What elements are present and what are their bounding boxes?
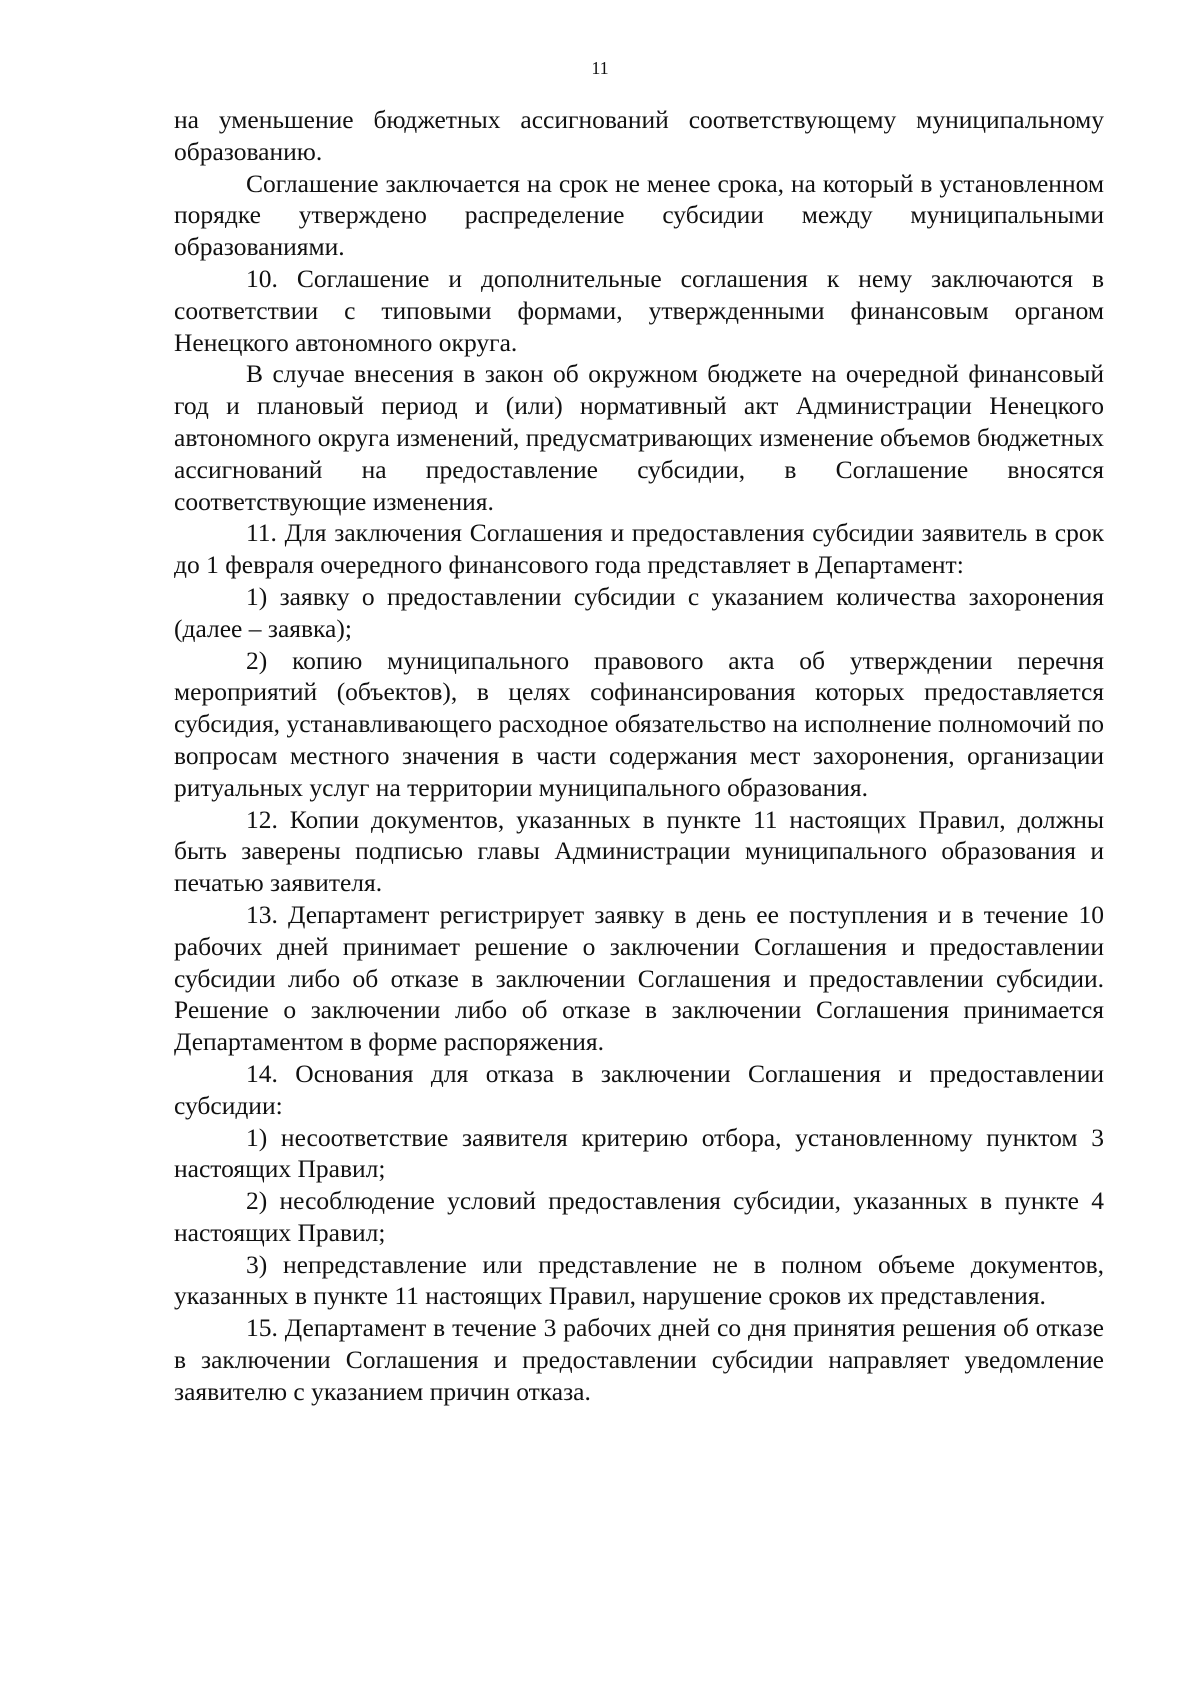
document-body [174, 104, 1104, 1408]
paragraph-10: 10. Соглашение и дополнительные соглашения к нему заключаются в соответствии с типовыми формами, утвержденными финансовым органом Ненецкого автономного округа. [174, 263, 1104, 357]
paragraph-12: 12. Копии документов, указанных в пункте 11 настоящих Правил, должны быть заверены подписью главы Администрации муниципального образования и печатью заявителя. [174, 804, 1104, 898]
paragraph-14-item-2: 2) несоблюдение условий предоставления субсидии, указанных в пункте 4 настоящих Правил; [174, 1186, 1104, 1247]
paragraph-11-item-1: 1) заявку о предоставлении субсидии с указанием количества захоронения (далее – заявка); [174, 581, 1104, 643]
paragraph-15: 15. Департамент в течение 3 рабочих дней со дня принятия решения об отказе в заключении Соглашения и предоставлении субсидии направляет уведомление заявителю с указанием причин отказа. [174, 1313, 1104, 1406]
paragraph-14: 14. Основания для отказа в заключении Соглашения и предоставлении субсидии: [174, 1058, 1104, 1120]
paragraph-agreement-term: Соглашение заключается на срок не менее срока, на который в установленном порядке утверждено распределение субсидии между муниципальными образованиями. [174, 168, 1104, 262]
paragraph-13: 13. Департамент регистрирует заявку в день ее поступления и в течение 10 рабочих дней принимает решение о заключении Соглашения и предоставлении субсидии либо об отказе в заключении Соглашения и предоставлении субсидии. Решение о заключении либо об отказе в заключении Соглашения принимается Департаментом в форме распоряжения. [174, 899, 1104, 1057]
paragraph-11: 11. Для заключения Соглашения и предоставления субсидии заявитель в срок до 1 февраля очередного финансового года представляет в Департамент: [174, 518, 1104, 580]
paragraph-continuation: на уменьшение бюджетных ассигнований соответствующему муниципальному образованию. [174, 105, 1104, 166]
paragraph-10-changes: В случае внесения в закон об окружном бюджете на очередной финансовый год и плановый период и (или) нормативный акт Администрации Ненецкого автономного округа изменений, предусматривающих изменение объемов бюджетных ассигнований на предоставление субсидии, в Соглашение вносятся соответствующие изменения. [174, 359, 1104, 516]
page-number: 11 [591, 58, 609, 78]
paragraph-14-item-1: 1) несоответствие заявителя критерию отбора, установленному пунктом 3 настоящих Правил; [174, 1122, 1104, 1184]
paragraph-11-item-2: 2) копию муниципального правового акта об утверждении перечня мероприятий (объектов), в целях софинансирования которых предоставляется субсидия, устанавливающего расходное обязательство на исполнение полномочий по вопросам местного значения в части содержания мест захоронения, организации ритуальных услуг на территории муниципального образования. [174, 645, 1104, 802]
paragraph-14-item-3: 3) непредставление или представление не в полном объеме документов, указанных в пункте 11 настоящих Правил, нарушение сроков их представления. [174, 1249, 1104, 1311]
